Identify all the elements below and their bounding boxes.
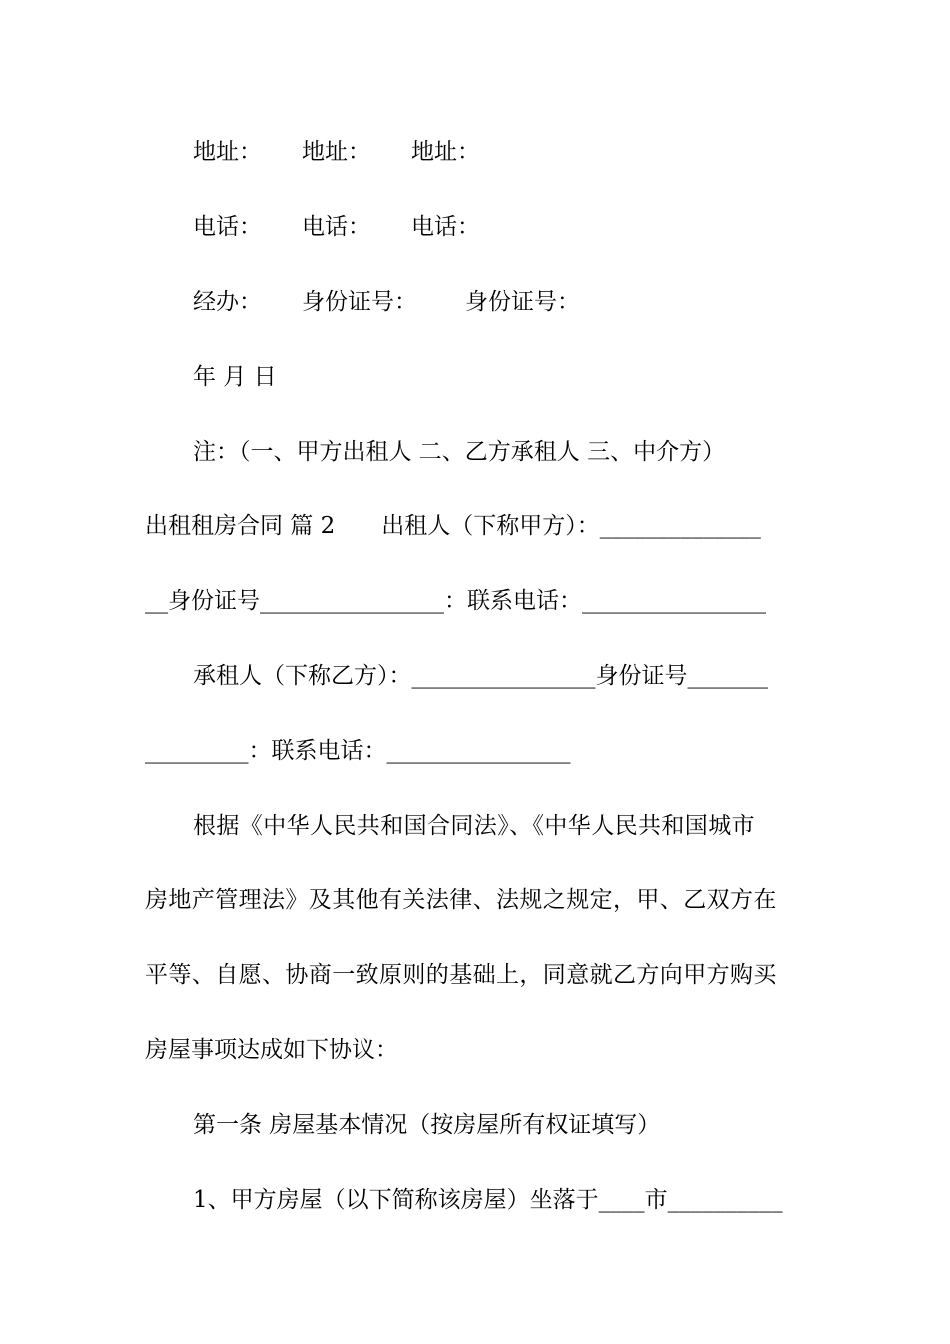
date-line: 年 月 日 (193, 364, 277, 390)
phone-row (193, 212, 810, 242)
article1-item1: 1、甲方房屋（以下简称该房屋）坐落于____市__________ (193, 1187, 783, 1213)
preamble-line-1: 根据《中华人民共和国合同法》、《中华人民共和国城市 (193, 813, 755, 839)
article1-title: 第一条 房屋基本情况（按房屋所有权证填写） (193, 1112, 661, 1138)
id-number-label-2: 身份证号： (465, 289, 580, 315)
lessee-phone-line: _________：联系电话：________________ (145, 738, 571, 764)
contract-title-row (145, 511, 810, 541)
address-label-1: 地址： (193, 139, 262, 165)
preamble-line-4: 房屋事项达成如下协议： (145, 1037, 398, 1063)
lessor-field: 出租人（下称甲方）：______________ (381, 513, 761, 539)
preamble-line-2: 房地产管理法》及其他有关法律、法规之规定，甲、乙双方在 (145, 887, 777, 913)
preamble-line-3: 平等、自愿、协商一致原则的基础上，同意就乙方向甲方购买 (145, 962, 777, 988)
phone-label-3: 电话： (411, 214, 480, 240)
address-row (193, 137, 810, 167)
agent-label: 经办： (193, 289, 262, 315)
address-label-3: 地址： (411, 139, 480, 165)
note-line: 注：（一、甲方出租人 二、乙方承租人 三、中介方） (193, 439, 726, 465)
lessee-line: 承租人（下称乙方）：________________身份证号_______ (193, 663, 768, 689)
contract-title: 出租租房合同 篇 2 (145, 513, 336, 539)
agent-id-row (193, 287, 810, 317)
lessor-id-phone-line: __身份证号________________：联系电话：________________ (145, 588, 766, 614)
id-number-label-1: 身份证号： (302, 289, 417, 315)
phone-label-1: 电话： (193, 214, 262, 240)
phone-label-2: 电话： (302, 214, 371, 240)
address-label-2: 地址： (302, 139, 371, 165)
